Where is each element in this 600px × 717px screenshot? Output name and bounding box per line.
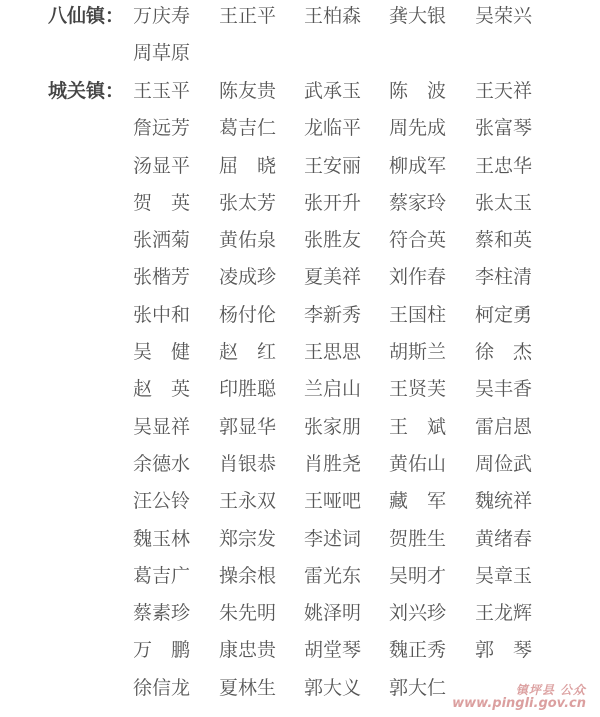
person-name: 李新秀	[304, 303, 362, 326]
site-watermark	[452, 683, 586, 711]
person-name: 王忠华	[475, 154, 533, 177]
person-name: 张太玉	[475, 191, 533, 214]
person-name: 王思思	[304, 341, 362, 364]
person-name: 雷光东	[304, 564, 362, 587]
person-name: 张胜友	[304, 229, 362, 252]
name-row	[133, 228, 593, 265]
person-name: 黄佑山	[389, 452, 447, 475]
name-row	[133, 340, 593, 377]
person-name: 柳成军	[389, 154, 447, 177]
person-name: 张中和	[133, 303, 191, 326]
name-row	[133, 489, 593, 526]
name-list	[133, 79, 593, 713]
person-name: 雷启恩	[475, 415, 533, 438]
name-row	[133, 116, 593, 153]
person-name: 吴荣兴	[475, 5, 533, 27]
person-name: 葛吉仁	[219, 117, 277, 140]
watermark-line1: 镇坪县 公众	[515, 683, 586, 697]
person-name: 赵 英	[133, 378, 191, 401]
person-name: 符合英	[389, 229, 447, 252]
person-name: 郭大义	[304, 676, 362, 699]
person-name: 徐信龙	[133, 676, 191, 699]
person-name: 黄绪春	[475, 527, 533, 550]
person-name: 万 鹏	[133, 639, 191, 662]
person-name: 张洒菊	[133, 229, 191, 252]
person-name: 吴明才	[389, 564, 447, 587]
person-name: 张楷芳	[133, 266, 191, 289]
person-name: 贺 英	[133, 191, 191, 214]
name-row	[133, 191, 593, 228]
person-name: 周俭武	[475, 452, 533, 475]
person-name: 詹远芳	[133, 117, 191, 140]
name-row	[133, 303, 593, 340]
name-row	[133, 41, 593, 78]
person-name: 杨付伦	[219, 303, 277, 326]
person-name: 吴显祥	[133, 415, 191, 438]
person-name: 姚泽明	[304, 602, 362, 625]
person-name: 王永双	[219, 490, 277, 513]
person-name: 刘作春	[389, 266, 447, 289]
person-name: 藏 军	[389, 490, 447, 513]
person-name: 葛吉广	[133, 564, 191, 587]
person-name: 张富琴	[475, 117, 533, 140]
name-row	[133, 415, 593, 452]
town-label: 城关镇：	[48, 80, 125, 102]
person-name: 王天祥	[475, 80, 533, 102]
person-name: 张家朋	[304, 415, 362, 438]
person-name: 王柏森	[304, 5, 362, 27]
person-name: 赵 红	[219, 341, 277, 364]
person-name: 操余根	[219, 564, 277, 587]
person-name: 张太芳	[219, 191, 277, 214]
person-name: 龚大银	[389, 5, 447, 27]
person-name: 刘兴珍	[389, 602, 447, 625]
person-name: 王哑吧	[304, 490, 362, 513]
person-name: 余德水	[133, 452, 191, 475]
person-name: 王安丽	[304, 154, 362, 177]
person-name: 黄佑泉	[219, 229, 277, 252]
name-row	[133, 638, 593, 675]
name-row	[133, 452, 593, 489]
person-name: 龙临平	[304, 117, 362, 140]
person-name: 蔡和英	[475, 229, 533, 252]
name-row	[133, 154, 593, 191]
person-name: 周草原	[133, 42, 191, 65]
person-name: 蔡素珍	[133, 602, 191, 625]
person-name: 凌成珍	[219, 266, 277, 289]
person-name: 郑宗发	[219, 527, 277, 550]
person-name: 康忠贵	[219, 639, 277, 662]
person-name: 郭显华	[219, 415, 277, 438]
person-name: 周先成	[389, 117, 447, 140]
person-name: 夏美祥	[304, 266, 362, 289]
person-name: 胡堂琴	[304, 639, 362, 662]
person-name: 印胜聪	[219, 378, 277, 401]
name-row	[133, 601, 593, 638]
name-row	[133, 4, 593, 41]
person-name: 武承玉	[304, 80, 362, 102]
person-name: 吴丰香	[475, 378, 533, 401]
person-name: 柯定勇	[475, 303, 533, 326]
town-label: 八仙镇：	[48, 5, 125, 27]
name-list	[133, 4, 593, 79]
person-name: 汤显平	[133, 154, 191, 177]
person-name: 陈 波	[389, 80, 447, 102]
name-row	[133, 564, 593, 601]
person-name: 屈 晓	[219, 154, 277, 177]
person-name: 王正平	[219, 5, 277, 27]
person-name: 魏统祥	[475, 490, 533, 513]
person-name: 张开升	[304, 191, 362, 214]
person-name: 蔡家玲	[389, 191, 447, 214]
person-name: 肖银恭	[219, 452, 277, 475]
person-name: 吴 健	[133, 341, 191, 364]
person-name: 夏林生	[219, 676, 277, 699]
person-name: 吴章玉	[475, 564, 533, 587]
person-name: 朱先明	[219, 602, 277, 625]
person-name: 肖胜尧	[304, 452, 362, 475]
person-name: 李柱清	[475, 266, 533, 289]
person-name: 王国柱	[389, 303, 447, 326]
person-name: 王贤芙	[389, 378, 447, 401]
name-row	[133, 265, 593, 302]
person-name: 贺胜生	[389, 527, 447, 550]
person-name: 郭大仁	[389, 676, 447, 699]
person-name: 胡斯兰	[389, 341, 447, 364]
name-row	[133, 527, 593, 564]
watermark-url: www.pingli.gov.cn	[452, 696, 586, 711]
person-name: 汪公铃	[133, 490, 191, 513]
person-name: 王 斌	[389, 415, 447, 438]
person-name: 万庆寿	[133, 5, 191, 27]
person-name: 徐 杰	[475, 341, 533, 364]
person-name: 郭 琴	[475, 639, 533, 662]
person-name: 王玉平	[133, 80, 191, 102]
person-name: 兰启山	[304, 378, 362, 401]
person-name: 王龙辉	[475, 602, 533, 625]
person-name: 陈友贵	[219, 80, 277, 102]
name-row	[133, 79, 593, 116]
name-row	[133, 377, 593, 414]
person-name: 魏正秀	[389, 639, 447, 662]
person-name: 魏玉林	[133, 527, 191, 550]
person-name: 李述词	[304, 527, 362, 550]
